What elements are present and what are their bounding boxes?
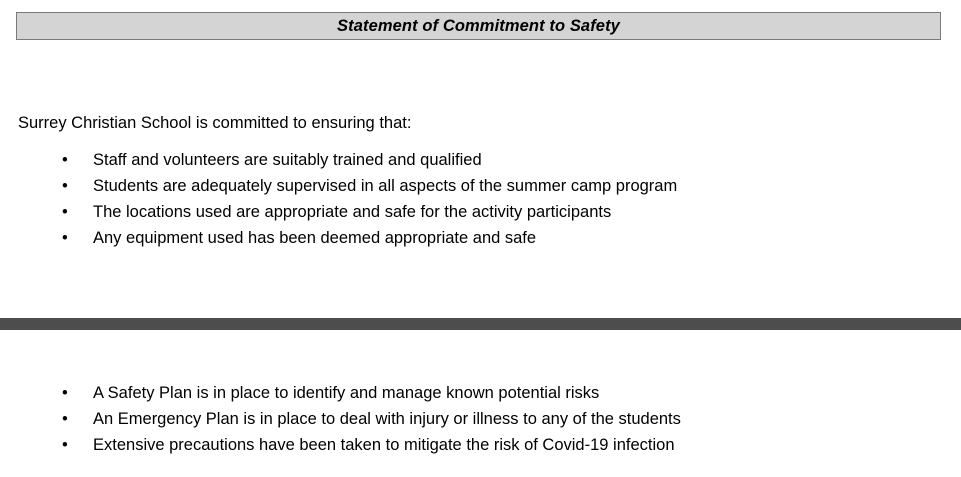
- commitment-list-bottom: [18, 381, 681, 459]
- page-title: Statement of Commitment to Safety: [337, 16, 620, 35]
- list-item: [18, 148, 677, 174]
- list-item-label: Students are adequately supervised in all aspects of the summer camp program: [93, 176, 678, 195]
- list-item: [18, 433, 681, 459]
- list-item-label: An Emergency Plan is in place to deal with injury or illness to any of the students: [93, 409, 681, 428]
- bullet-icon: •: [62, 151, 68, 169]
- list-item-label: Staff and volunteers are suitably trained and qualified: [93, 151, 482, 169]
- list-item-label: The locations used are appropriate and safe for the activity participants: [93, 202, 612, 221]
- bullet-icon: •: [62, 409, 68, 428]
- section-divider: [0, 318, 961, 330]
- list-item: [18, 407, 681, 433]
- bullet-icon: •: [62, 228, 68, 247]
- list-item-label: Any equipment used has been deemed appropriate and safe: [93, 228, 537, 247]
- bullet-icon: •: [62, 435, 68, 454]
- list-item-label: A Safety Plan is in place to identify and manage known potential risks: [93, 384, 600, 402]
- bullet-icon: •: [62, 384, 68, 402]
- bullet-icon: •: [62, 176, 68, 195]
- commitment-list-top: [18, 148, 677, 252]
- bullet-icon: •: [62, 202, 68, 221]
- list-item: [18, 200, 677, 226]
- list-item: [18, 226, 677, 252]
- list-item: [18, 381, 681, 407]
- intro-paragraph: Surrey Christian School is committed to ensuring that:: [18, 114, 412, 132]
- list-item: [18, 174, 677, 200]
- heading-banner: [16, 12, 941, 40]
- list-item-label: Extensive precautions have been taken to mitigate the risk of Covid-19 infection: [93, 435, 675, 454]
